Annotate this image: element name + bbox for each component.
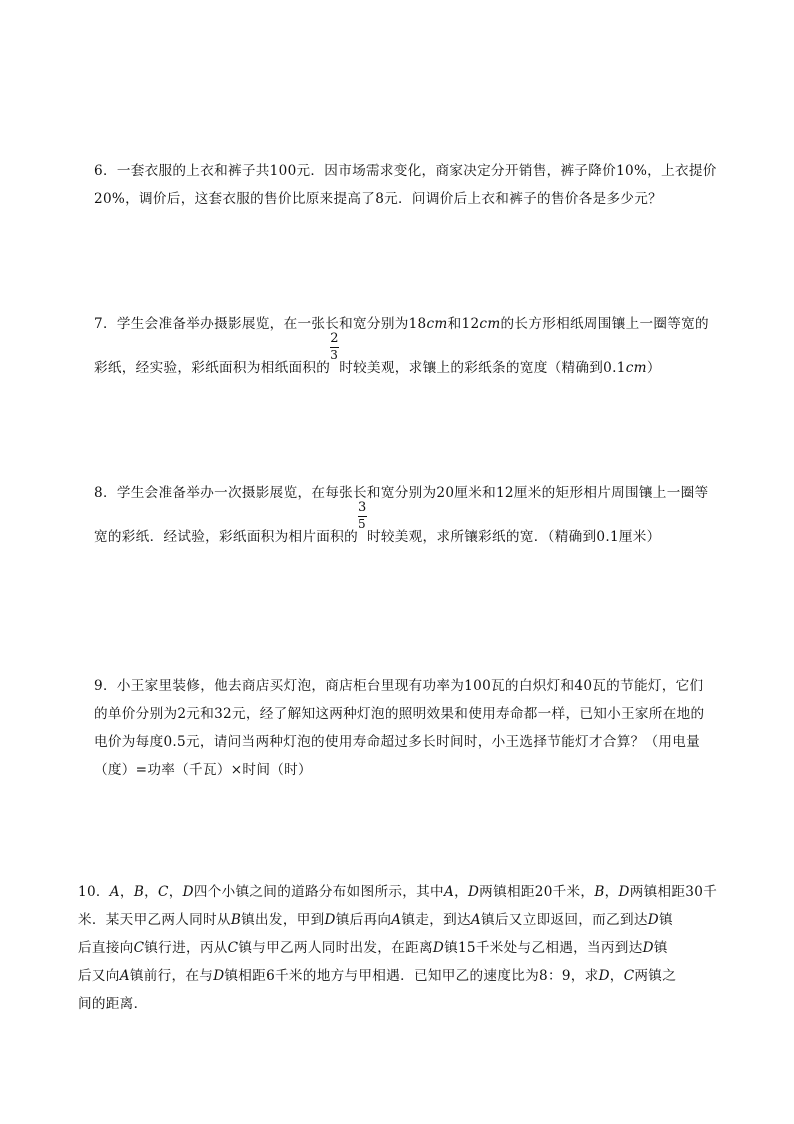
text-run: 镇后又立即返回，而乙到达 xyxy=(481,912,648,928)
problem-9-line-3: 电价为每度0.5元，请问当两种灯泡的使用寿命超过多长时间时，小王选择节能灯才合算？（用电量 xyxy=(94,734,701,750)
problem-9 xyxy=(94,672,722,784)
text-run: ， xyxy=(609,968,624,984)
text-run: 7．学生会准备举办摄影展览，在一张长和宽分别为18 xyxy=(94,316,427,332)
town-label: D xyxy=(324,912,336,928)
problem-8-line-2 xyxy=(94,500,722,551)
fraction-denominator: 5 xyxy=(357,517,366,531)
problem-7-line-2 xyxy=(94,331,722,382)
text-run: 镇与甲乙两人同时出发，在距离 xyxy=(238,940,433,956)
text-run: 和12 xyxy=(447,316,480,332)
problem-10-line-3 xyxy=(78,934,726,962)
text-run: 两镇相距30千 xyxy=(629,884,718,900)
text-run: 的长方形相纸周围镶上一圈等宽的 xyxy=(500,316,709,332)
town-label: C xyxy=(158,884,169,900)
problem-9-line-1: 9．小王家里装修，他去商店买灯泡，商店柜台里现有功率为100瓦的白炽灯和40瓦的节能灯，它们 xyxy=(94,678,704,694)
problem-9-line-4: （度）=功率（千瓦）×时间（时） xyxy=(94,762,312,778)
fraction xyxy=(357,500,367,541)
problem-9-line-2: 的单价分别为2元和32元，经了解知这两种灯泡的照明效果和使用寿命都一样，已知小王家所在地的 xyxy=(94,706,705,722)
text-run: 彩纸，经实验，彩纸面积为相纸面积的 xyxy=(94,360,331,376)
text-run: 两镇之 xyxy=(634,968,677,984)
problem-6 xyxy=(94,157,722,213)
problem-10-line-5: 间的距离． xyxy=(78,996,148,1012)
fraction-denominator: 3 xyxy=(330,348,339,362)
town-label: B xyxy=(594,884,605,900)
problem-8 xyxy=(94,479,722,551)
problem-8-line-1: 8．学生会准备举办一次摄影展览，在每张长和宽分别为20厘米和12厘米的矩形相片周围镶上一圈等 xyxy=(94,485,709,501)
problem-10-line-2 xyxy=(78,906,726,934)
text-run: 时较美观，求所镶彩纸的宽．（精确到0.1厘米） xyxy=(366,529,661,545)
text-run: ） xyxy=(646,360,661,376)
text-run: 镇后再向 xyxy=(335,912,392,928)
problem-7 xyxy=(94,310,722,382)
text-run: ， xyxy=(604,884,619,900)
problem-6-line-1: 6．一套衣服的上衣和裤子共100元．因市场需求变化，商家决定分开销售，裤子降价10%，上衣提价 xyxy=(94,163,717,179)
text-run: 镇行进，丙从 xyxy=(144,940,228,956)
town-label: C xyxy=(623,968,635,984)
unit-cm: cm xyxy=(625,360,647,376)
text-run: 四个小镇之间的道路分布如图所示，其中 xyxy=(193,884,444,900)
text-run: 镇前行，在与 xyxy=(129,968,214,984)
text-run: 时较美观，求镶上的彩纸条的宽度（精确到0.1 xyxy=(339,360,626,376)
town-label: C xyxy=(227,940,239,956)
text-run: 宽的彩纸．经试验，彩纸面积为相片面积的 xyxy=(94,529,358,545)
text-run: 镇 xyxy=(653,940,668,956)
fraction-numerator: 3 xyxy=(357,500,367,515)
text-run: 镇 xyxy=(658,912,673,928)
text-run: 两镇相距20千米， xyxy=(479,884,595,900)
problem-10 xyxy=(78,878,726,1018)
town-label: D xyxy=(598,968,610,984)
unit-cm: cm xyxy=(479,316,501,332)
town-label: D xyxy=(467,884,480,900)
town-label: B xyxy=(230,912,242,928)
town-label: D xyxy=(647,912,659,928)
text-run: 镇出发，甲到 xyxy=(241,912,325,928)
town-label: A xyxy=(470,912,482,928)
text-run: 10． xyxy=(78,884,110,900)
problem-10-line-4 xyxy=(78,962,726,990)
fraction-numerator: 2 xyxy=(330,331,339,346)
text-run: 米．某天甲乙两人同时从 xyxy=(78,912,231,928)
text-run: 后又向 xyxy=(78,968,120,984)
text-run: ， xyxy=(144,884,159,900)
text-run: 镇15千米处与乙相遇，当丙到达 xyxy=(444,940,643,956)
town-label: C xyxy=(133,940,145,956)
text-run: 镇走，到达 xyxy=(401,912,471,928)
town-label: D xyxy=(213,968,225,984)
text-run: 镇相距6千米的地方与甲相遇．已知甲乙的速度比为8：9，求 xyxy=(224,968,599,984)
town-label: D xyxy=(618,884,630,900)
text-run: ， xyxy=(454,884,468,900)
town-label: A xyxy=(109,884,120,900)
text-run: 后直接向 xyxy=(78,940,134,956)
town-label: A xyxy=(119,968,130,984)
text-run: ， xyxy=(119,884,134,900)
problem-10-line-1 xyxy=(78,878,726,906)
town-label: D xyxy=(182,884,194,900)
unit-cm: cm xyxy=(426,316,448,332)
town-label: A xyxy=(391,912,402,928)
text-run: ， xyxy=(168,884,183,900)
town-label: D xyxy=(642,940,654,956)
town-label: D xyxy=(432,940,445,956)
fraction xyxy=(330,331,339,372)
town-label: B xyxy=(133,884,145,900)
problem-7-line-1 xyxy=(94,310,722,338)
town-label: A xyxy=(443,884,455,900)
problem-6-line-2: 20%，调价后，这套衣服的售价比原来提高了8元．问调价后上衣和裤子的售价各是多少元？ xyxy=(94,191,663,207)
